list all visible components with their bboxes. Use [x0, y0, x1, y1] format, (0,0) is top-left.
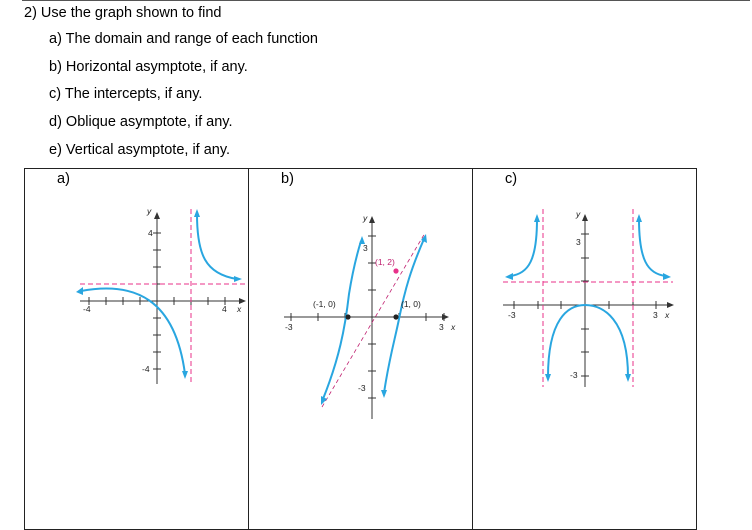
tick-label-x-pos: 3 [653, 310, 658, 320]
left-branch [323, 241, 361, 399]
axis-label-x: x [451, 322, 456, 332]
right-branch [197, 214, 237, 279]
part-b: b) Horizontal asymptote, if any. [49, 59, 248, 75]
arrow-right-out [663, 273, 671, 280]
graph-c [473, 169, 697, 529]
y-axis-arrow [369, 216, 375, 223]
part-e: e) Vertical asymptote, if any. [49, 142, 231, 158]
y-axis-arrow [582, 214, 588, 221]
graph-label-c: c) [505, 171, 518, 187]
x-axis-arrow [667, 302, 674, 308]
part-c: c) The intercepts, if any. [49, 86, 203, 102]
arrow-right [234, 276, 242, 282]
arrow-left-up [534, 214, 540, 222]
arrow-right-down [381, 390, 387, 398]
arrow-up [194, 209, 200, 217]
tick-label-x-pos: 3 [439, 322, 444, 332]
graph-b [249, 169, 473, 529]
point-1-0 [393, 314, 398, 319]
arrow-right-up [636, 214, 642, 222]
tick-label-y-neg: -4 [142, 364, 150, 374]
arrow-down [182, 371, 188, 379]
axis-label-y: y [363, 213, 368, 223]
right-branch [639, 219, 666, 276]
graph-a [25, 169, 249, 529]
tick-label-x-neg: -4 [83, 304, 91, 314]
point-neg1-0 [345, 314, 350, 319]
graph-label-a: a) [57, 171, 70, 187]
point-label-1-0: (1, 0) [401, 299, 421, 309]
arrow-left-out [505, 273, 513, 280]
oblique-asymptote [322, 233, 425, 407]
graph-cell-a [25, 169, 249, 529]
x-axis-arrow [442, 314, 449, 320]
graph-label-b: b) [281, 171, 294, 187]
axis-label-y: y [147, 206, 152, 216]
graph-table [24, 168, 697, 530]
part-d: d) Oblique asymptote, if any. [49, 114, 233, 130]
arrow-mid-left-down [545, 374, 551, 382]
tick-label-x-neg: -3 [285, 322, 293, 332]
arrow-mid-right-down [625, 374, 631, 382]
point-label-neg1-0: (-1, 0) [313, 299, 336, 309]
y-axis-arrow [154, 212, 160, 219]
arrow-left [76, 287, 83, 295]
point-1-2 [393, 268, 398, 273]
tick-label-y-neg: -3 [570, 370, 578, 380]
graph-cell-c [473, 169, 696, 529]
graph-cell-b [249, 169, 473, 529]
axis-label-x: x [237, 304, 242, 314]
tick-label-x-neg: -3 [508, 310, 516, 320]
tick-label-y-pos: 3 [576, 237, 581, 247]
axis-label-y: y [576, 209, 581, 219]
point-label-1-2: (1, 2) [375, 257, 395, 267]
tick-label-y-pos: 3 [363, 243, 368, 253]
middle-branch [548, 305, 628, 377]
top-rule [22, 0, 750, 1]
part-a: a) The domain and range of each function [49, 31, 318, 47]
tick-label-y-neg: -3 [358, 383, 366, 393]
axis-label-x: x [665, 310, 670, 320]
tick-label-y-pos: 4 [148, 228, 153, 238]
left-branch [510, 219, 537, 276]
problem-title: 2) Use the graph shown to find [24, 5, 222, 21]
tick-label-x-pos: 4 [222, 304, 227, 314]
